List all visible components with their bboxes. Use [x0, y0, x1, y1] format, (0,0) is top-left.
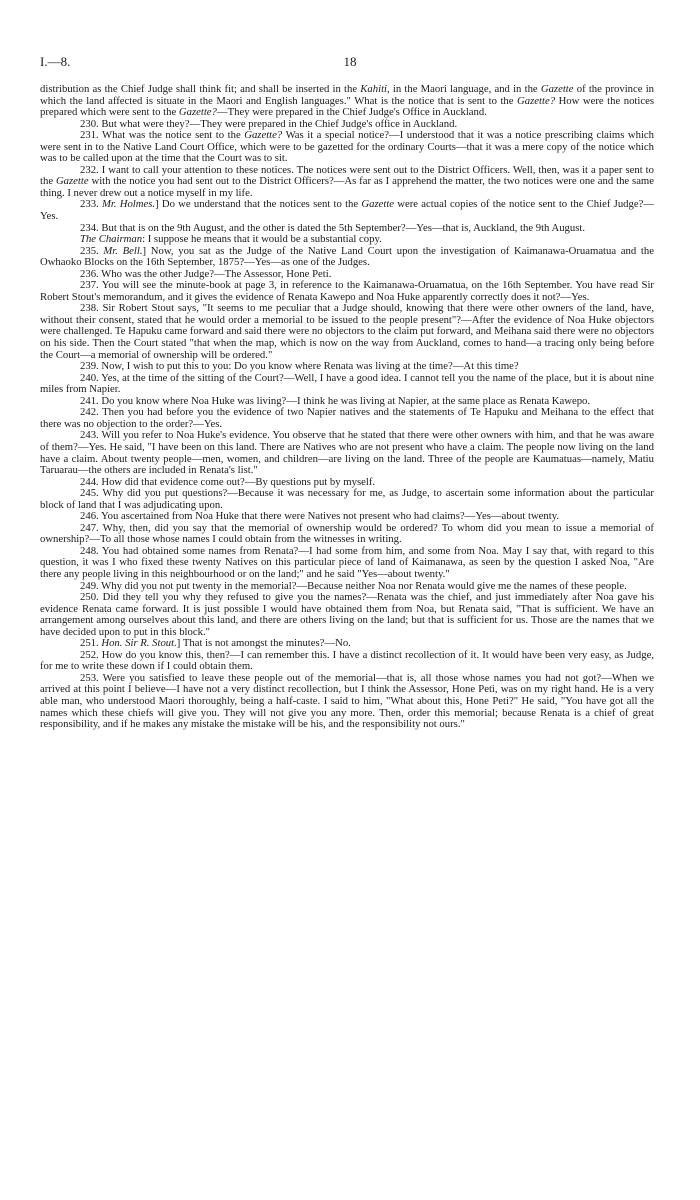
- paragraph-text: 243. Will you refer to Noa Huke's evidence. You observe that he stated that there were other owners with him, and that he was aware of them?—Yes. He said, "I have been on this land. There are Natives who are not present who have a claim. The people now living on the land have a claim. About twenty people—men, women, and children—are living on the land. Three of the people are Kaumatuas—namely, Matiu Taruarau—the others are included in Renata's list.": [40, 429, 654, 477]
- testimony-paragraph: [40, 199, 654, 222]
- paragraph-text: 242. Then you had before you the evidence of two Napier natives and the statements of Te Hapuku and Meihana to the effect that there was no objection to the order?—Yes.: [40, 406, 654, 430]
- paragraph-text: 232. I want to call your attention to these notices. The notices were sent out to the District Officers. Well, then, was it a paper sent to the: [40, 163, 654, 188]
- paragraph-text: 241. Do you know where Noa Huke was living?—I think he was living at Napier, at the same place as Renata Kawepo.: [80, 394, 591, 407]
- paragraph-text: 245. Why did you put questions?—Because it was necessary for me, as Judge, to ascertain some information about the particular block of land that I was adjudicating upon.: [40, 487, 654, 511]
- paragraph-text: with the notice you had sent out to the District Officers?—As far as I apprehend the matter, the two notices were one and the same thing. I never drew out a notice myself in my life.: [40, 175, 654, 199]
- paragraph-text: 230. But what were they?—They were prepared in the Chief Judge's office in Auckland.: [80, 117, 458, 130]
- italic-text: The Chairman: [80, 233, 143, 246]
- paragraph-text: 252. How do you know this, then?—I can remember this. I have a distinct recollection of it. It would have been very easy, as Judge, for me to write these down if I could obtain them.: [40, 648, 654, 673]
- page-header: [40, 54, 660, 72]
- italic-text: Gazette: [55, 175, 89, 188]
- paragraph-text: 235.: [80, 244, 104, 257]
- testimony-paragraph: [40, 430, 654, 476]
- testimony-paragraph: [40, 673, 654, 731]
- testimony-paragraph: [40, 246, 654, 269]
- paragraph-text: 253. Were you satisfied to leave these people out of the memorial—that is, all those whose names you had not got?—When we arrived at this point I believe—I have not a very distinct recollection, but I think the Assessor, Hone Peti, was on my right hand. He is a very able man, who understood Maori thoroughly, being a half-caste. I said to him, "What about this, Hone Peti?" He said, "You have got all the names which these chiefs will give you. They will not give you any more. Then, order this memorial; because Renata is a chief of great responsibility, and if he makes any mistake the mistake will be his, and the responsibility not ours.": [40, 671, 654, 731]
- paragraph-text: 240. Yes, at the time of the sitting of the Court?—Well, I have a good idea. I cannot tell you the name of the place, but it is about nine miles from Napier.: [40, 371, 654, 396]
- paragraph-text: 237. You will see the minute-book at page 3, in reference to the Kaimanawa-Oruamatua, on the 16th September. You have read Sir Robert Stout's memorandum, and it gives the evidence of Renata Kawepo and Noa Huke apparently correctly does it not?—Yes.: [40, 279, 654, 303]
- paragraph-text: ] Do we understand that the notices sent to the: [155, 198, 362, 211]
- paragraph-text: distribution as the Chief Judge shall think fit; and shall be inserted in the: [40, 83, 361, 95]
- italic-text: Kahiti: [360, 83, 388, 95]
- paragraph-text: of the province in which the land affected is situate in the Maori and English languages." What is the notice that is sent to the: [40, 83, 655, 107]
- paragraph-text: 236. Who was the other Judge?—The Assessor, Hone Peti.: [80, 267, 332, 280]
- italic-text: Gazette?: [244, 129, 283, 142]
- paragraph-text: How were the notices prepared which were sent to the: [40, 94, 654, 119]
- page-number: 18: [343, 54, 357, 69]
- paragraph-text: 251.: [80, 637, 102, 650]
- testimony-paragraph: [40, 280, 654, 303]
- testimony-paragraph: [40, 488, 654, 511]
- paragraph-text: , in the Maori language, and in the: [387, 83, 541, 95]
- testimony-paragraph: [40, 130, 654, 165]
- italic-text: Mr. Bell.: [103, 244, 143, 257]
- paragraph-text: 250. Did they tell you why they refused to give you the names?—Renata was the chief, and just immediately after Noa gave his evidence Renata came forward. It is just possible I would have obtained them from Noa, but Renata said, "That is sufficient. We have an arrangement among ourselves about this land, and there are others living on the land; but that is sufficient for us. Those are the names that we have decided upon to put in this block.": [40, 591, 654, 638]
- document-body: [40, 84, 654, 731]
- testimony-paragraph: [40, 592, 654, 638]
- paragraph-text: 248. You had obtained some names from Renata?—I had some from him, and some from Noa. May I say that, with regard to this question, it was I who fixed these twenty Natives on this particular piece of land of Kaimanawa, as seen by the question I asked Noa, "Are there any people living in this neighbourhood or on the land;" and he said "Yes—about twenty.": [40, 544, 654, 580]
- italic-text: Mr. Holmes.: [101, 198, 156, 211]
- paragraph-text: : I suppose he means that it would be a substantial copy.: [142, 233, 382, 246]
- italic-text: Gazette?: [517, 94, 556, 107]
- paragraph-text: 239. Now, I wish to put this to you: Do you know where Renata was living at the time?—At this time?: [80, 360, 519, 373]
- paragraph-text: 233.: [80, 198, 102, 211]
- testimony-paragraph: [40, 546, 654, 581]
- paragraph-text: ] That is not amongst the minutes?—No.: [176, 637, 351, 650]
- testimony-paragraph: [40, 373, 654, 396]
- paragraph-text: ] Now, you sat as the Judge of the Native Land Court upon the investigation of Kaimanawa-Oruamatua and the Owhaoko Blocks on the 16th September, 1875?—Yes—as one of the Judges.: [40, 244, 654, 269]
- italic-text: Gazette?: [178, 106, 217, 119]
- continued-paragraph: [40, 84, 654, 119]
- paragraph-text: Was it a special notice?—I understood that it was a notice prescribing claims which were sent in to the Native Land Court Office, which were to be gazetted for the ordinary Courts—that it was a mere copy of the notice which was to be called upon at the time that the Court was to sit.: [40, 129, 655, 165]
- testimony-paragraph: [40, 303, 654, 361]
- paragraph-text: 231. What was the notice sent to the: [80, 129, 245, 142]
- document-reference: I.—8.: [40, 54, 71, 69]
- paragraph-text: 244. How did that evidence come out?—By questions put by myself.: [80, 475, 376, 488]
- paragraph-text: 247. Why, then, did you say that the memorial of ownership would be ordered? To whom did you mean to issue a memorial of ownership?—To all those whose names I could obtain from the witnesses in writing.: [40, 521, 654, 546]
- testimony-paragraph: [40, 650, 654, 673]
- italic-text: Hon. Sir R. Stout.: [101, 637, 177, 650]
- paragraph-text: 249. Why did you not put twenty in the memorial?—Because neither Noa nor Renata would give me the names of these people.: [80, 579, 627, 592]
- italic-text: Gazette: [540, 83, 574, 95]
- paragraph-text: 246. You ascertained from Noa Huke that there were Natives not present who had claims?—Yes—about twenty.: [80, 510, 560, 523]
- italic-text: Gazette: [361, 198, 395, 211]
- paragraph-text: —They were prepared in the Chief Judge's Office in Auckland.: [216, 106, 487, 119]
- testimony-paragraph: [40, 165, 654, 200]
- paragraph-text: were actual copies of the notice sent to the Chief Judge?—Yes.: [40, 198, 655, 223]
- paragraph-text: 238. Sir Robert Stout says, "It seems to me peculiar that a Judge should, knowing that there were other owners of the land, have, without their consent, stated that he would order a memorial to be issued to the people present"?—After the evidence of Noa Huke objectors were challenged. Te Hapuku came forward and said there were no objectors to the claim put forward, and Meihana said there were no objectors on his side. Then the Court stated "that when the map, which is now on the way from Auckland, comes to hand—a tracing only being before the Court—a memorial of ownership will be ordered.": [40, 302, 654, 361]
- testimony-paragraph: [40, 523, 654, 546]
- testimony-paragraph: [40, 407, 654, 430]
- paragraph-text: 234. But that is on the 9th August, and the other is dated the 5th September?—Yes—that is, Auckland, the 9th August.: [80, 221, 586, 234]
